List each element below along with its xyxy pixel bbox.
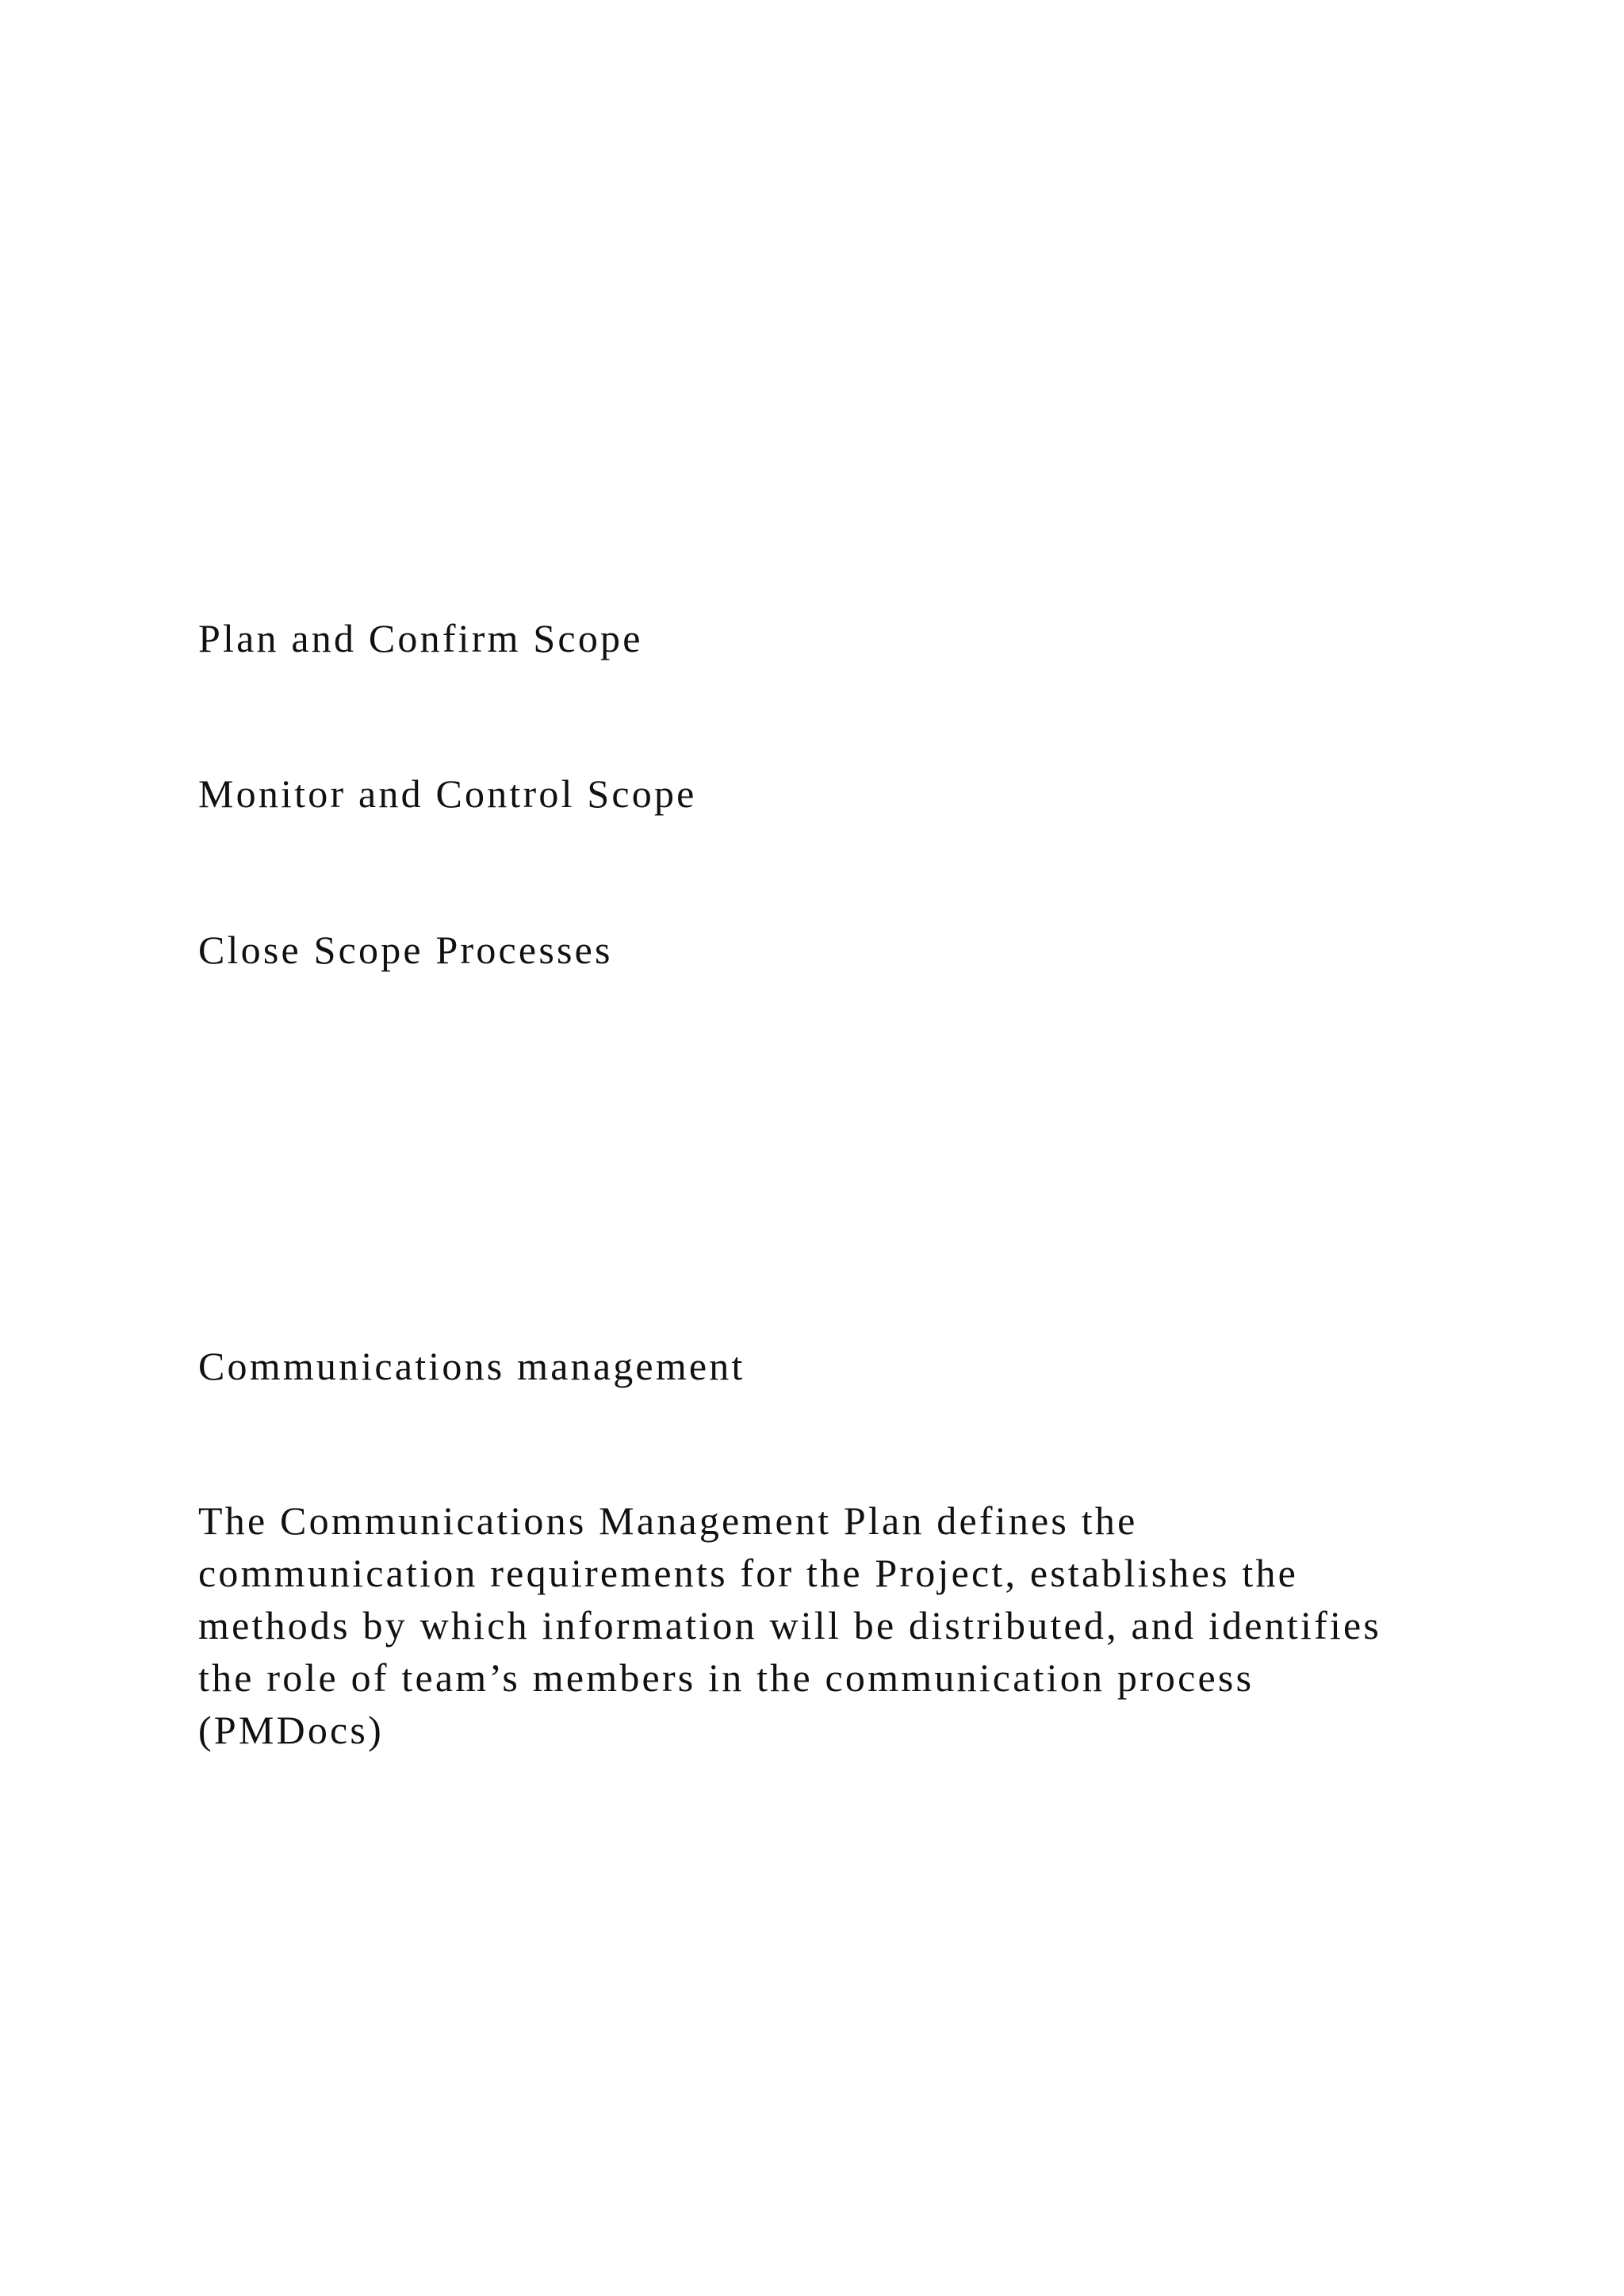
- communications-plan-paragraph: [198, 1494, 1594, 1756]
- paragraph-line: (PMDocs): [198, 1708, 384, 1752]
- heading-plan-and-confirm-scope: Plan and Confirm Scope: [198, 616, 643, 660]
- heading-communications-management: Communications management: [198, 1344, 745, 1388]
- paragraph-line: the role of team’s members in the communication process: [198, 1655, 1254, 1700]
- paragraph-line: methods by which information will be distributed, and identifies: [198, 1603, 1382, 1647]
- heading-close-scope-processes: Close Scope Processes: [198, 928, 613, 972]
- paragraph-line: communication requirements for the Project, establishes the: [198, 1551, 1299, 1595]
- heading-monitor-and-control-scope: Monitor and Control Scope: [198, 771, 697, 816]
- paragraph-line: The Communications Management Plan defines the: [198, 1498, 1138, 1543]
